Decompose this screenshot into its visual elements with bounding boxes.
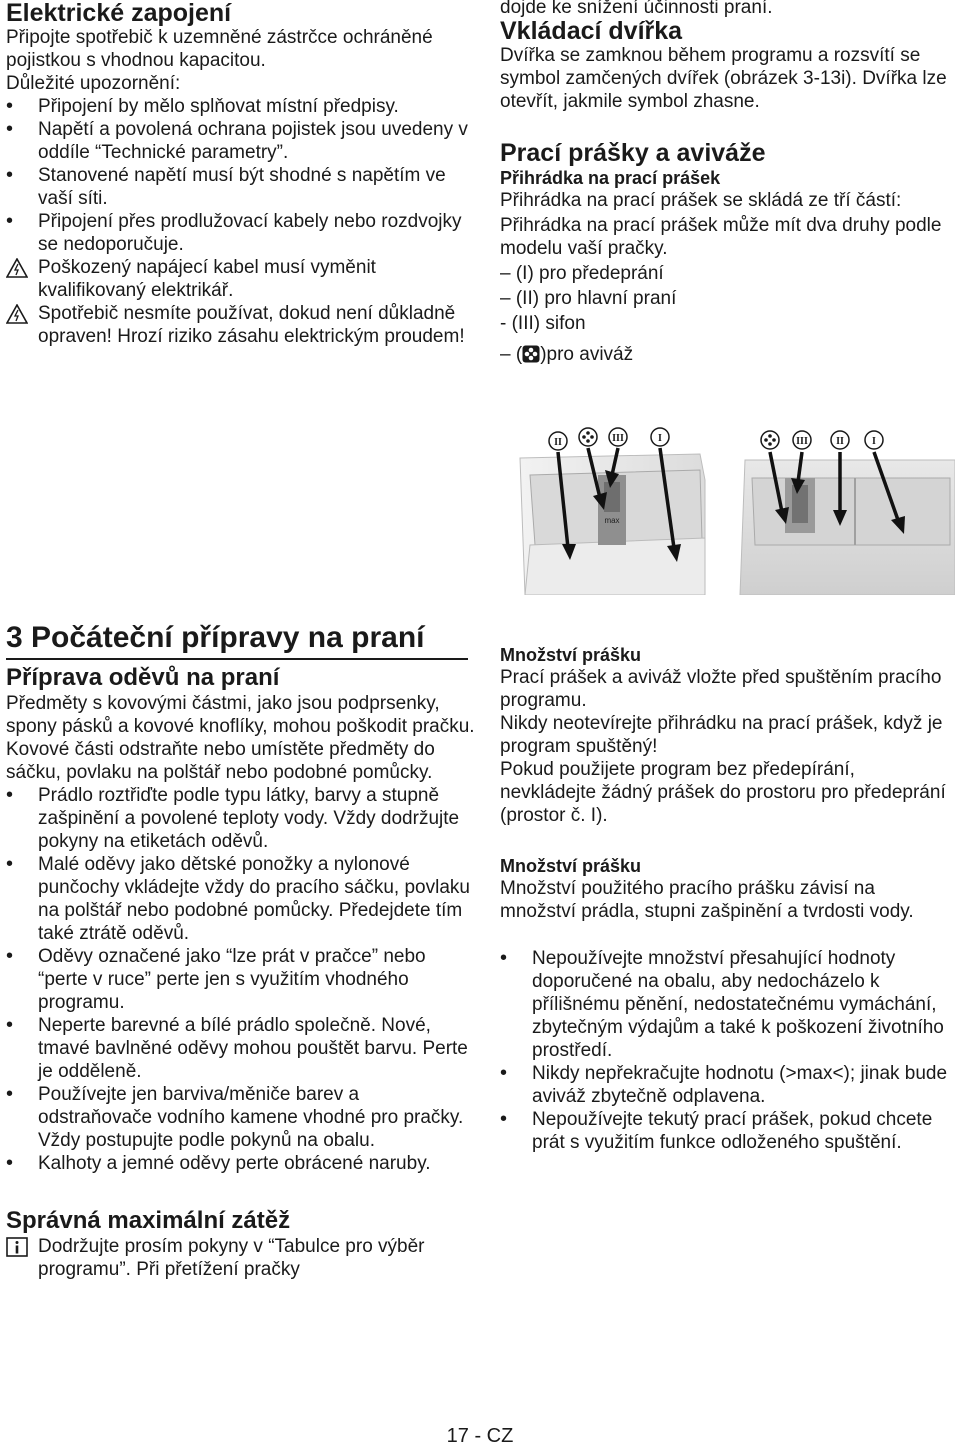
max-load-text: Dodržujte prosím pokyny v “Tabulce pro výběr programu”. Při přetížení pračky [38, 1236, 425, 1280]
svg-text:III: III [612, 433, 624, 444]
detergent-heading: Prací prášky a aviváže [500, 139, 766, 167]
warning-triangle-icon [6, 258, 28, 278]
dispenser-item: – (II) pro hlavní praní [500, 288, 677, 309]
max-load-note [6, 1235, 476, 1281]
softener-flower-icon [761, 431, 779, 449]
list-item: • Připojení přes prodlužovací kabely nebo rozdvojky se nedoporučuje. [6, 210, 476, 256]
dispenser-diagram [500, 420, 955, 595]
continuation-text: dojde ke snížení účinnosti praní. [500, 0, 773, 18]
list-item: • Neperte barevné a bílé prádlo společně. Nové, tmavé bavlněné oděvy mohou pouštět barvu. Perte je odděleně. [6, 1014, 476, 1083]
electrical-intro: Připojte spotřebič k uzemněné zástrčce ochráněné pojistkou s vhodnou kapacitou. [6, 27, 433, 71]
initial-preparations-section [6, 620, 476, 1281]
list-item: • Nepoužívejte množství přesahující hodnoty doporučené na obalu, aby nedocházelo k přílišnému pěnění, nedostatečnému vymáchání, zbytečným výdajům a také k poškození životního prostředí. [500, 947, 955, 1062]
list-item: • Prádlo roztřiďte podle typu látky, barvy a stupně zašpinění a povolené teploty vody. Vždy dodržujte pokyny na etiketách oděvů. [6, 784, 476, 853]
warning-do-not-use [6, 302, 476, 348]
warning-text: Poškozený napájecí kabel musí vyměnit kvalifikovaný elektrikář. [38, 257, 376, 301]
svg-text:II: II [836, 436, 844, 447]
warning-damaged-cable [6, 256, 476, 302]
list-item: • Nikdy nepřekračujte hodnotu (>max<); jinak bude aviváž zbytečně odplavena. [500, 1062, 955, 1108]
right-bottom-column [500, 644, 955, 1154]
powder-amount-heading: Množství prášku [500, 645, 642, 665]
warning-text: Spotřebič nesmíte používat, dokud není důkladně opraven! Hrozí riziko zásahu elektrickým proudem! [38, 303, 465, 347]
dispenser-p1: Přihrádka na prací prášek se skládá ze tří částí: [500, 190, 902, 211]
important-note-label: Důležité upozornění: [6, 73, 181, 94]
electrical-connection-section [6, 0, 476, 348]
list-item: • Používejte jen barviva/měniče barev a odstraňovače vodního kamene vhodné pro pračky. Vždy postupujte podle pokynů na obalu. [6, 1083, 476, 1152]
svg-text:I: I [872, 436, 876, 447]
softener-flower-icon [579, 428, 597, 446]
right-symbol-row [761, 431, 883, 449]
symbol-III-icon [609, 428, 627, 446]
list-item: • Stanovené napětí musí být shodné s napětím ve vaší síti. [6, 164, 476, 210]
powder-bullet-list [500, 947, 955, 1154]
max-load-heading: Správná maximální zátěž [6, 1207, 291, 1234]
chapter-title: 3 Počáteční přípravy na praní [6, 620, 468, 660]
symbol-I-icon [865, 431, 883, 449]
dispenser-subheading: Přihrádka na prací prášek [500, 168, 721, 188]
dispenser-item: – (I) pro předeprání [500, 263, 664, 284]
paragraph: Nikdy neotevírejte přihrádku na prací prášek, když je program spuštěný! [500, 713, 943, 757]
left-symbol-row [549, 428, 669, 450]
svg-text:I: I [658, 433, 662, 444]
symbol-I-icon [651, 428, 669, 446]
electrical-connection-heading: Elektrické zapojení [6, 0, 232, 27]
list-item: • Napětí a povolená ochrana pojistek jsou uvedeny v oddíle “Technické parametry”. [6, 118, 476, 164]
dispenser-p2: Přihrádka na prací prášek může mít dva druhy podle modelu vaší pračky. [500, 215, 942, 259]
powder-amount-heading: Množství prášku [500, 856, 642, 876]
list-item: • Připojení by mělo splňovat místní předpisy. [6, 95, 476, 118]
paragraph: Pokud použijete program bez předepírání, nevkládejte žádný prášek do prostoru pro předeprání (prostor č. I). [500, 759, 946, 826]
right-dispenser-tray [740, 460, 955, 595]
laundry-prep-subtitle: Příprava oděvů na praní [6, 664, 280, 691]
page-number: 17 - CZ [446, 1425, 514, 1447]
list-item: • Malé oděvy jako dětské ponožky a nylonové punčochy vkládejte vždy do pracího sáčku, povlaku na polštář nebo podobné pomůcky. Předejdete tím také ztrátě oděvů. [6, 853, 476, 945]
max-label: max [604, 516, 620, 525]
warning-triangle-icon [6, 304, 28, 324]
laundry-bullet-list [6, 784, 476, 1175]
list-item: • Nepoužívejte tekutý prací prášek, pokud chcete prát s využitím funkce odloženého spuštění. [500, 1108, 955, 1154]
door-text: Dvířka se zamknou během programu a rozsvítí se symbol zamčených dvířek (obrázek 3-13i). Dvířka lze otevřít, jakmile symbol zhasne. [500, 45, 947, 112]
symbol-III-icon [793, 431, 811, 449]
svg-text:III: III [796, 436, 808, 447]
softener-flower-icon [522, 345, 540, 363]
svg-text:II: II [554, 437, 562, 448]
symbol-II-icon [549, 432, 567, 450]
dispenser-item: - (III) sifon [500, 313, 586, 334]
right-top-column [500, 0, 960, 366]
list-item: • Kalhoty a jemné oděvy perte obrácené naruby. [6, 1152, 476, 1175]
softener-item: – ( )pro aviváž [500, 344, 634, 365]
paragraph: Prací prášek a aviváž vložte před spuštěním pracího programu. [500, 667, 942, 711]
electrical-bullet-list [6, 95, 476, 256]
door-heading: Vkládací dvířka [500, 17, 683, 45]
info-icon [6, 1237, 28, 1257]
paragraph: Množství použitého pracího prášku závisí na množství prádla, stupni zašpinění a tvrdosti vody. [500, 878, 914, 922]
list-item: • Oděvy označené jako “lze prát v pračce” nebo “perte v ruce” perte jen s využitím vhodného programu. [6, 945, 476, 1014]
symbol-II-icon [831, 431, 849, 449]
laundry-prep-intro: Předměty s kovovými částmi, jako jsou podprsenky, spony pásků a kovové knoflíky, mohou poškodit pračku. Kovové části odstraňte nebo umístěte předměty do sáčku, povlaku na polštář nebo podobné pomůcky. [6, 693, 475, 783]
